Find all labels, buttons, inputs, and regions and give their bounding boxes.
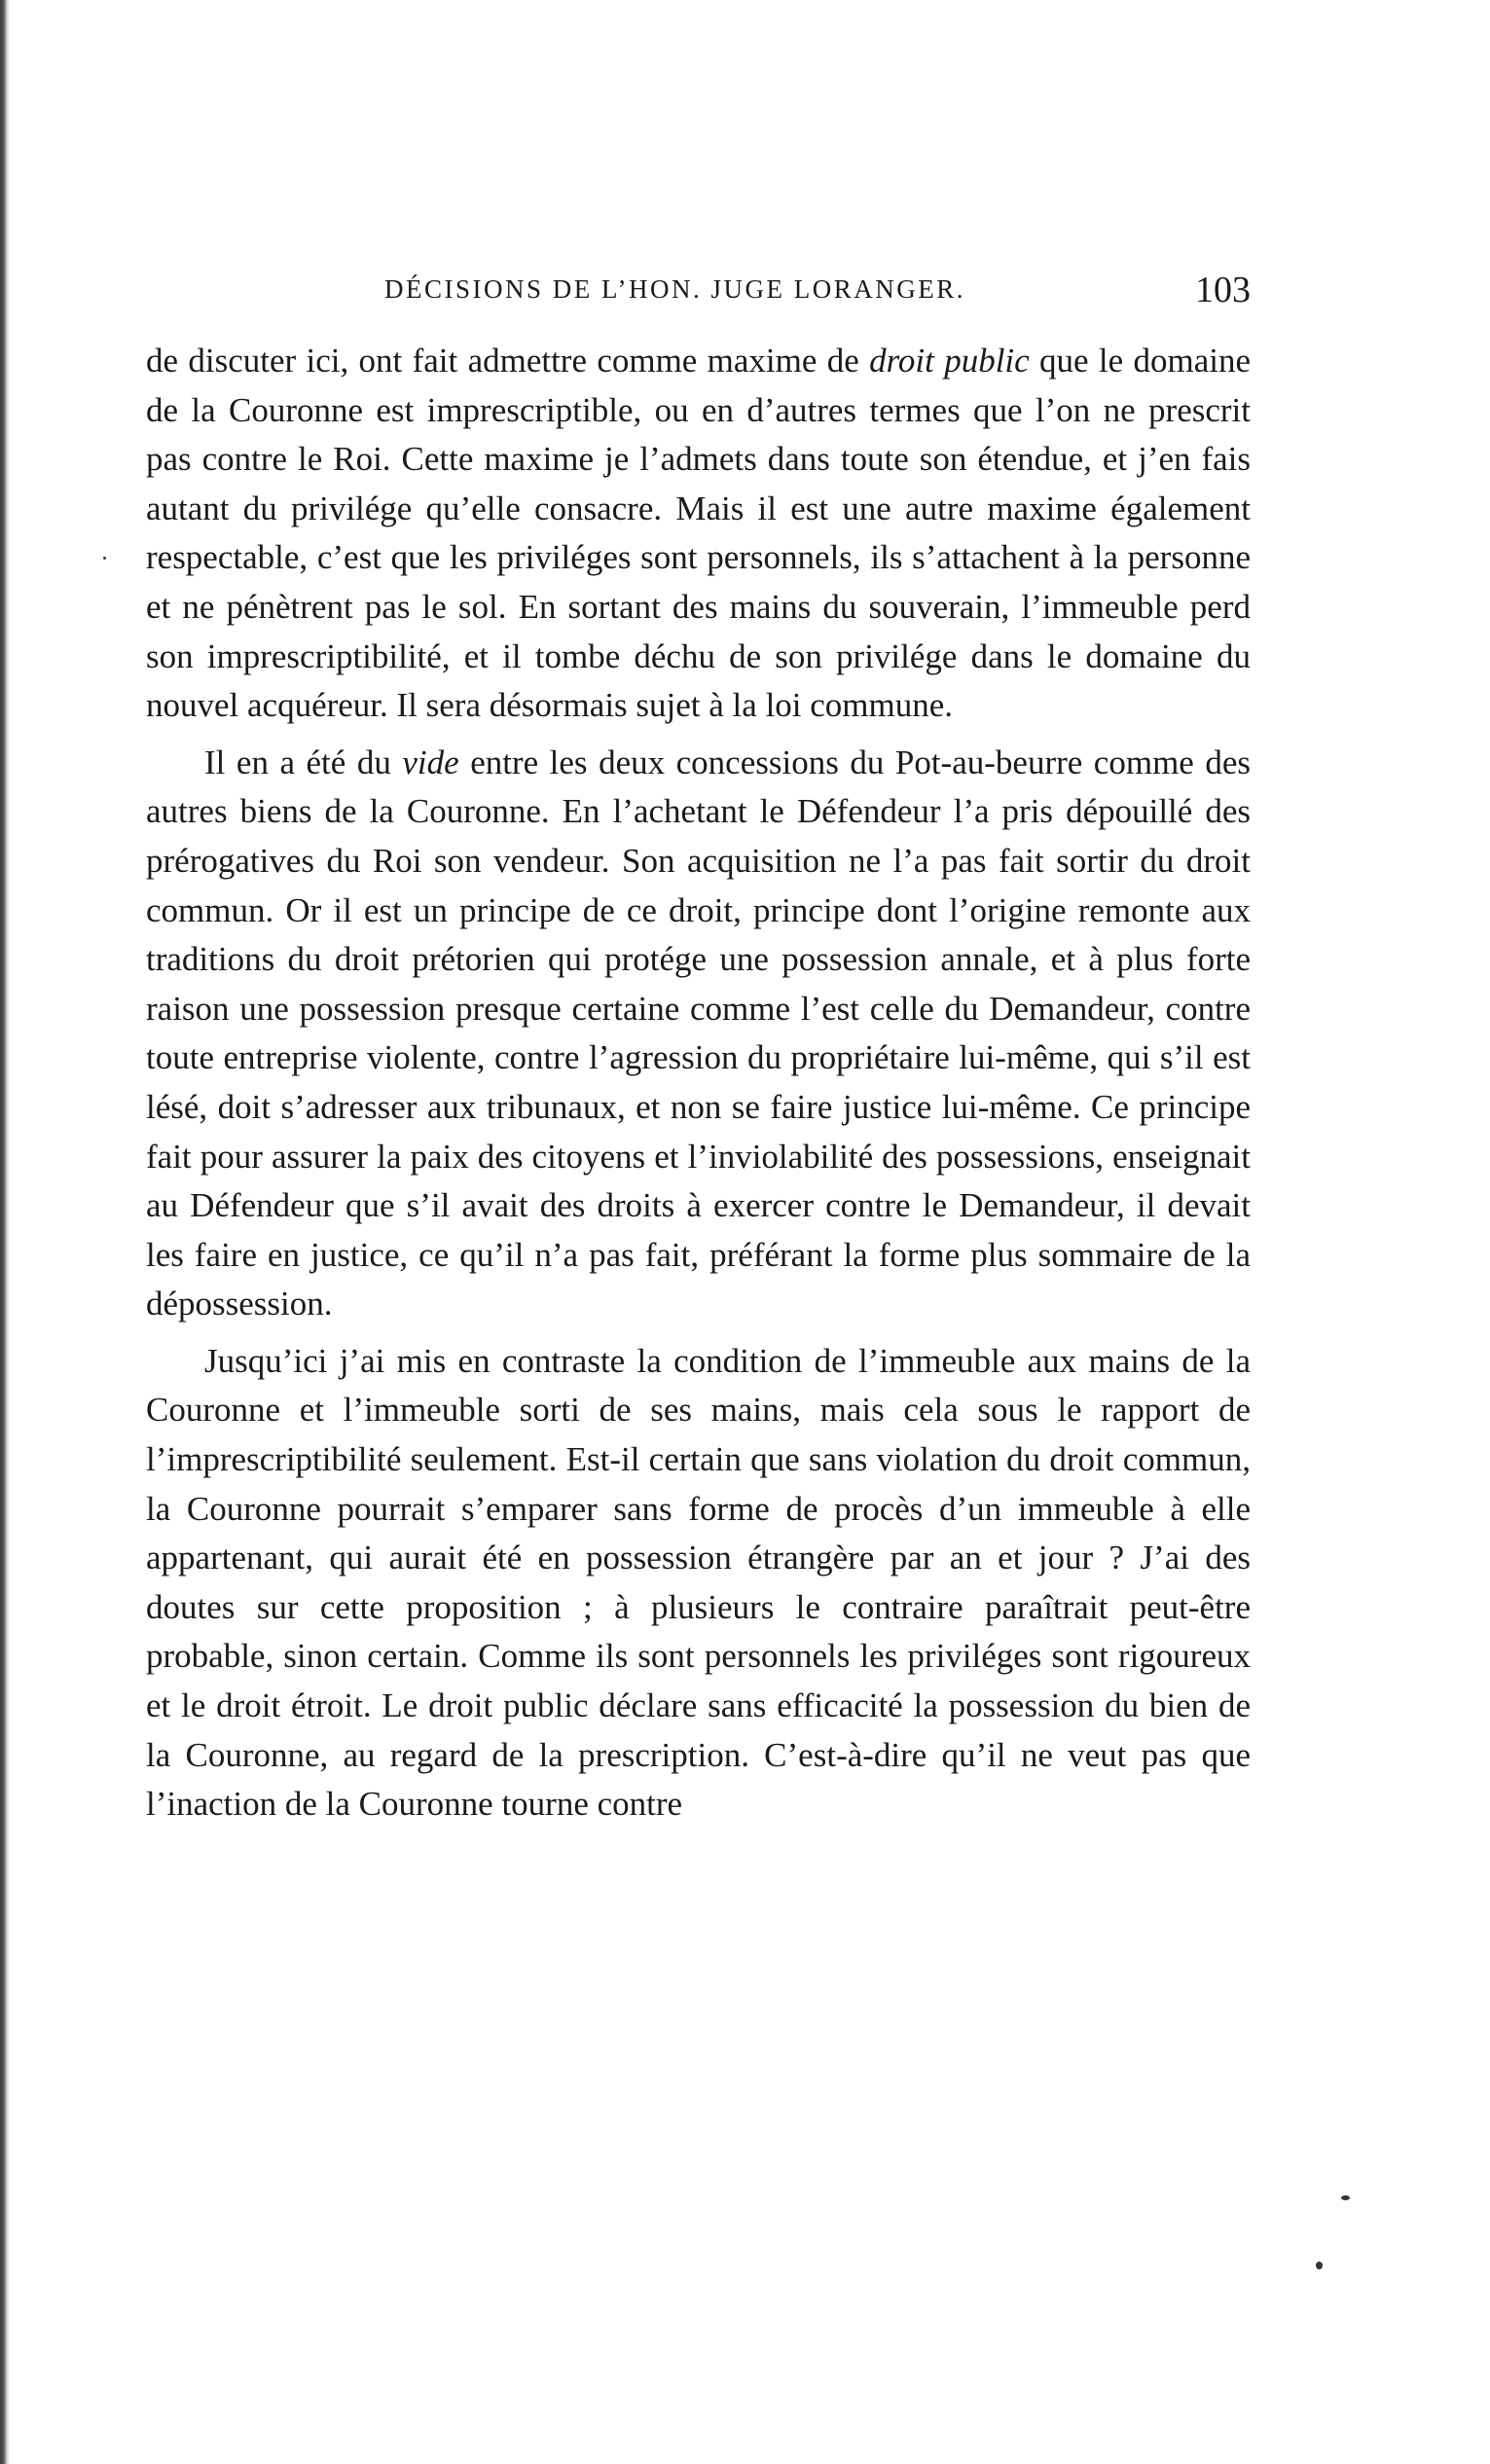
paragraph-text: Jusqu’ici j’ai mis en contraste la condition de l’immeuble aux mains de la Couronne et l’immeuble sorti de ses mains, mais cela sous le rapport de l’imprescriptibilité seulement. Est-il certain que sans violation du droit commun, la Couronne pourrait s’emparer sans forme de procès d’un immeuble à elle appartenant, qui aurait été en possession étrangère par an et jour ? J’ai des doutes sur cette proposition ; à plusieurs le contraire paraîtrait peut-être probable, sinon certain. Comme ils sont personnels les priviléges sont rigoureux et le droit étroit. Le droit public déclare sans efficacité la possession du bien de la Couronne, au regard de la prescription. C’est-à-dire qu’il ne veut pas que l’inaction de la Couronne tourne contre (146, 1341, 1251, 1824)
paragraph-text: entre les deux concessions du Pot-au-beurre comme des autres biens de la Couronne. En l’achetant le Défendeur l’a pris dépouillé des prérogatives du Roi son vendeur. Son acquisition ne l’a pas fait sortir du droit commun. Or il est un principe de ce droit, principe dont l’origine remonte aux traditions du droit prétorien qui protége une possession annale, et à plus forte raison une possession presque certaine comme l’est celle du Demandeur, contre toute entreprise violente, contre l’agression du propriétaire lui-même, qui s’il est lésé, doit s’adresser aux tribunaux, et non se faire justice lui-même. Ce principe fait pour assurer la paix des citoyens et l’inviolabilité des possessions, enseignait au Défendeur que s’il avait des droits à exercer contre le Demandeur, il devait les faire en justice, ce qu’il n’a pas fait, préférant la forme plus sommaire de la dépossession. (146, 743, 1252, 1323)
running-head: DÉCISIONS DE L’HON. JUGE LORANGER. (384, 274, 965, 304)
paragraph-text: que le domaine de la Couronne est imprescriptible, ou en d’autres termes que l’on ne prescrit pas contre le Roi. Cette maxime je l’admets dans toute son étendue, et j’en fais autant du privilége qu’elle consacre. Mais il est une autre maxime également respectable, c’est que les priviléges sont personnels, ils s’attachent à la personne et ne pénètrent pas le sol. En sortant des mains du souverain, l’immeuble perd son imprescriptibilité, et il tombe déchu de son privilége dans le domaine du nouvel acquéreur. Il sera désormais sujet à la loi commune. (146, 342, 1251, 725)
scan-speck (1341, 2195, 1350, 2200)
paragraph-text: de discuter ici, ont fait admettre comme maxime de (146, 342, 870, 380)
text-body (146, 337, 1251, 1837)
scan-speck (1316, 2262, 1323, 2269)
scan-speck (103, 557, 106, 560)
page-header (146, 269, 1251, 308)
italic-term: vide (402, 743, 459, 781)
italic-term: droit public (869, 342, 1030, 380)
page-number: 103 (1195, 270, 1251, 310)
paragraph-text: Il en a été du (204, 743, 403, 781)
book-binding-edge (0, 0, 10, 2464)
paragraph (146, 1337, 1251, 1830)
paragraph (146, 337, 1251, 731)
paragraph (146, 739, 1251, 1329)
